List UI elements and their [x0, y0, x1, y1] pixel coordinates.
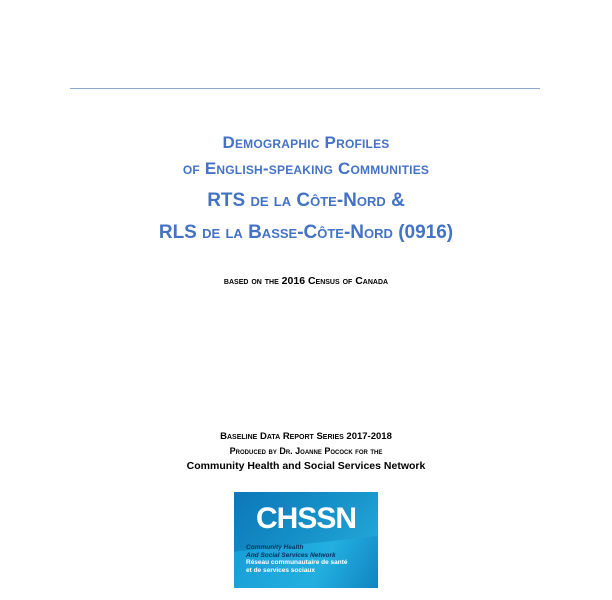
title-line-3: RTS de la Côte-Nord & [207, 190, 405, 211]
chssn-logo [234, 492, 378, 588]
logo-text [246, 544, 374, 574]
title-line-4: RLS de la Basse-Côte-Nord (0916) [158, 222, 454, 243]
logo-fr-line-1: Réseau communautaire de santé [246, 559, 348, 566]
series-line: Baseline Data Report Series 2017-2018 [220, 431, 392, 442]
credits-block [0, 430, 612, 474]
logo-mark: CHSSN [255, 502, 356, 535]
logo-en-line-2: And Social Services Network [246, 551, 336, 559]
logo-en-line-1: Community Health [246, 544, 304, 551]
title-line-2: of English-speaking Communities [182, 159, 430, 178]
report-title [0, 130, 612, 248]
report-subtitle: based on the 2016 Census of Canada [223, 275, 389, 287]
logo-fr-line-2: et de services sociaux [246, 566, 316, 574]
network-line: Community Health and Social Services Network [186, 460, 426, 472]
header-rule [70, 88, 540, 89]
producer-line: Produced by Dr. Joanne Pocock for the [229, 446, 383, 456]
title-line-1: Demographic Profiles [222, 133, 390, 152]
